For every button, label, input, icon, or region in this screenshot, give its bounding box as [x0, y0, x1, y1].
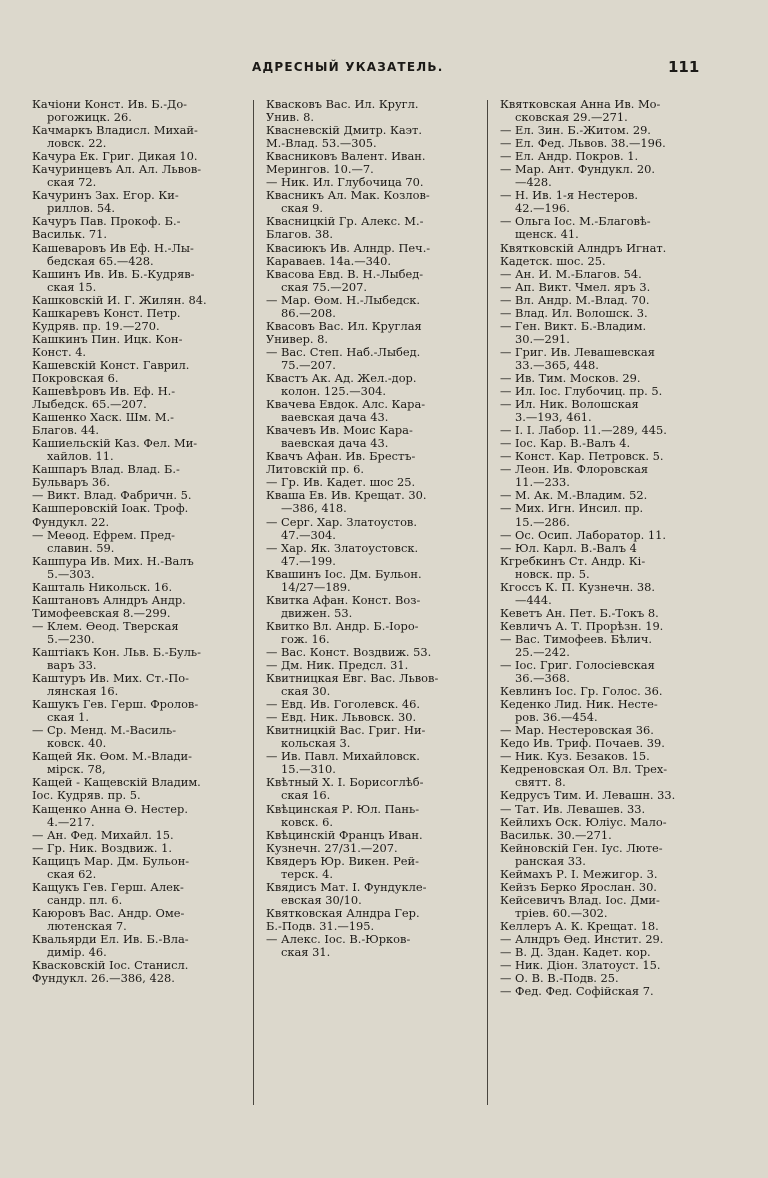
- directory-line: — Ср. Менд. М.-Василь-: [32, 724, 177, 738]
- directory-line: Квятковская Алндра Гер.: [266, 906, 420, 920]
- directory-line: сандр. пл. 6.: [47, 893, 123, 907]
- directory-line: — Ник. Діон. Златоуст. 15.: [500, 959, 661, 973]
- directory-line: Кузнечн. 27/31.—207.: [266, 841, 398, 855]
- directory-line: Качуринцевъ Ал. Ал. Львов-: [32, 163, 202, 177]
- directory-line: движен. 53.: [281, 606, 353, 620]
- directory-line: Кгребкинъ Ст. Андр. Кі-: [500, 554, 646, 568]
- directory-line: Кашпура Ив. Мих. Н.-Валъ: [32, 554, 194, 568]
- directory-line: ская 72.: [47, 176, 97, 190]
- directory-line: Б.-Подв. 31.—195.: [266, 919, 375, 933]
- directory-line: Кашпаръ Влад. Влад. Б.-: [32, 463, 180, 477]
- directory-line: —428.: [515, 176, 552, 190]
- directory-line: Мерингов. 10.—7.: [266, 163, 374, 177]
- directory-line: Качуръ Пав. Прокоф. Б.-: [32, 215, 181, 229]
- directory-line: Квачева Евдок. Алс. Кара-: [266, 398, 426, 412]
- directory-line: 3.—193, 461.: [515, 411, 592, 425]
- directory-line: 47.—304.: [281, 528, 336, 542]
- directory-line: 4.—217.: [47, 815, 95, 829]
- directory-line: Квасковъ Вас. Ил. Кругл.: [266, 98, 419, 111]
- directory-line: — Евд. Ив. Гоголевск. 46.: [266, 698, 421, 712]
- directory-line: 5.—230.: [47, 632, 95, 646]
- directory-line: Благов. 44.: [32, 424, 99, 438]
- directory-line: — Вл. Андр. М.-Влад. 70.: [500, 293, 650, 307]
- directory-line: Кашеваровъ Ив Еф. Н.-Лы-: [32, 241, 194, 255]
- directory-line: — Мар. Ѳом. Н.-Лыбедск.: [266, 293, 421, 307]
- directory-line: Квядисъ Мат. І. Фундуклe-: [266, 880, 427, 894]
- directory-line: — Алндръ Ѳед. Инстит. 29.: [500, 933, 664, 946]
- directory-line: — Вас. Тимофеев. Бѣлич.: [500, 632, 652, 646]
- directory-line: Квасницкій Гр. Алекс. М.-: [266, 215, 424, 229]
- directory-line: — Ос. Осип. Лаборатор. 11.: [500, 528, 667, 542]
- directory-line: — Юл. Карл. В.-Валъ 4: [500, 541, 637, 555]
- directory-line: Благов. 38.: [266, 228, 333, 242]
- directory-line: Кеймахъ Р. І. Межигор. 3.: [500, 867, 658, 881]
- directory-line: терск. 4.: [281, 867, 333, 881]
- directory-line: Кашукъ Гев. Герш. Фролов-: [32, 698, 199, 712]
- directory-line: — Вас. Степ. Наб.-Лыбед.: [266, 345, 421, 359]
- directory-line: — Вас. Конст. Воздвиж. 53.: [266, 645, 432, 659]
- directory-line: Квитницкая Евг. Вас. Львов-: [266, 672, 439, 686]
- directory-line: Кащей - Кащевскій Владим.: [32, 776, 201, 790]
- directory-line: ковск. 40.: [47, 737, 107, 751]
- directory-line: Кудряв. пр. 19.—270.: [32, 319, 160, 333]
- directory-line: Квятковская Анна Ив. Мо-: [500, 98, 661, 111]
- directory-line: евская 30/10.: [281, 893, 362, 907]
- directory-line: 47.—199.: [281, 554, 336, 568]
- directory-column-3: [500, 98, 715, 998]
- directory-line: колон. 125.—304.: [281, 385, 387, 399]
- directory-line: — Ел. Фед. Львов. 38.—196.: [500, 137, 666, 151]
- directory-line: — Ап. Викт. Чмел. яръ 3.: [500, 280, 651, 294]
- running-header: [0, 60, 768, 82]
- directory-line: Квасковскій Іос. Станисл.: [32, 959, 189, 973]
- directory-line: Кедреновская Ол. Вл. Трех-: [500, 763, 668, 777]
- directory-line: гож. 16.: [281, 632, 330, 646]
- directory-line: Квасова Евд. В. Н.-Лыбед-: [266, 267, 424, 281]
- directory-line: ская 15.: [47, 280, 97, 294]
- directory-line: Бульваръ 36.: [32, 476, 110, 490]
- directory-line: — Мар. Нестеровская 36.: [500, 724, 654, 738]
- directory-line: Каштіакъ Кон. Льв. Б.-Буль-: [32, 645, 201, 659]
- directory-line: лянская 16.: [47, 685, 119, 699]
- directory-line: бедская 65.—428.: [47, 254, 154, 268]
- directory-line: Фундукл. 22.: [32, 515, 110, 529]
- directory-line: — Леон. Ив. Флоровская: [500, 463, 649, 477]
- directory-line: Кашкинъ Пин. Ицк. Кон-: [32, 332, 183, 346]
- directory-line: Квачевъ Ив. Моис Кара-: [266, 424, 413, 438]
- directory-line: ковск. 6.: [281, 815, 333, 829]
- directory-line: щенск. 41.: [515, 228, 579, 242]
- directory-column-2: [266, 98, 481, 959]
- directory-line: — Мих. Игн. Инсил. пр.: [500, 502, 644, 516]
- directory-line: — Ил. Іос. Глубочиц. пр. 5.: [500, 385, 663, 399]
- directory-line: Кашталь Никольск. 16.: [32, 580, 173, 594]
- directory-line: —444.: [515, 593, 552, 607]
- directory-line: — Мар. Ант. Фундукл. 20.: [500, 163, 655, 177]
- directory-line: Кевлинъ Іос. Гр. Голос. 36.: [500, 685, 663, 699]
- directory-line: — Ан. Фед. Михайл. 15.: [32, 828, 174, 842]
- directory-line: Кеветъ Ан. Пет. Б.-Токъ 8.: [500, 606, 659, 620]
- directory-line: — Тат. Ив. Левашев. 33.: [500, 802, 646, 816]
- directory-line: — Евд. Ник. Львовск. 30.: [266, 711, 417, 725]
- directory-line: Конст. 4.: [32, 345, 87, 359]
- page-number: 111: [668, 58, 700, 76]
- directory-line: Квасниковъ Валент. Иван.: [266, 150, 426, 164]
- directory-line: Покровская 6.: [32, 371, 119, 385]
- directory-line: Квальярди Ел. Ив. Б.-Вла-: [32, 933, 189, 946]
- directory-line: ваевская дача 43.: [281, 411, 389, 425]
- directory-line: Фундукл. 26.—386, 428.: [32, 972, 175, 986]
- directory-line: Васильк. 30.—271.: [500, 828, 612, 842]
- directory-line: 15.—310.: [281, 763, 336, 777]
- directory-line: 75.—207.: [281, 358, 336, 372]
- directory-line: Кейзъ Берко Ярослан. 30.: [500, 880, 657, 894]
- directory-line: — Ив. Павл. Михайловск.: [266, 750, 420, 764]
- directory-line: риллов. 54.: [47, 202, 115, 216]
- directory-line: Качуринъ Зах. Егор. Ки-: [32, 189, 179, 203]
- directory-line: Васильк. 71.: [32, 228, 108, 242]
- directory-line: Каюровъ Вас. Андр. Оме-: [32, 906, 185, 920]
- directory-line: — Меѳод. Ефрем. Пред-: [32, 528, 176, 542]
- directory-line: кольская 3.: [281, 737, 351, 751]
- directory-line: Кашинъ Ив. Ив. Б.-Кудряв-: [32, 267, 195, 281]
- directory-line: — Іос. Григ. Голосіевская: [500, 659, 655, 673]
- directory-line: — Влад. Ил. Волошск. 3.: [500, 306, 648, 320]
- directory-line: — Іос. Кар. В.-Валъ 4.: [500, 437, 631, 451]
- directory-line: Квашинъ Іос. Дм. Бульон.: [266, 567, 422, 581]
- directory-line: Квѣцинская Р. Юл. Пань-: [266, 802, 420, 816]
- directory-line: Квитка Афан. Конст. Воз-: [266, 593, 421, 607]
- directory-line: 14/27—189.: [281, 580, 351, 594]
- directory-line: — Ген. Викт. Б.-Владим.: [500, 319, 647, 333]
- directory-line: — Ив. Тим. Москов. 29.: [500, 371, 641, 385]
- directory-line: ваевская дача 43.: [281, 437, 389, 451]
- directory-line: — В. Д. Здан. Кадет. кор.: [500, 946, 651, 960]
- directory-line: святт. 8.: [515, 776, 566, 790]
- directory-line: Качура Ек. Григ. Дикая 10.: [32, 150, 198, 164]
- directory-line: Кеденко Лид. Ник. Несте-: [500, 698, 658, 712]
- directory-line: —386, 418.: [281, 502, 347, 516]
- directory-line: Іос. Кудряв. пр. 5.: [32, 789, 141, 803]
- directory-line: варъ 33.: [47, 659, 97, 673]
- directory-line: Кевличъ А. Т. Прорѣзн. 19.: [500, 619, 664, 633]
- directory-line: — І. І. Лабор. 11.—289, 445.: [500, 424, 667, 438]
- directory-line: ская 75.—207.: [281, 280, 367, 294]
- directory-line: Караваев. 14а.—340.: [266, 254, 391, 268]
- directory-line: — Викт. Влад. Фабричн. 5.: [32, 489, 192, 503]
- directory-line: Квитко Вл. Андр. Б.-Іорo-: [266, 619, 419, 633]
- directory-line: — Фед. Фед. Софійская 7.: [500, 985, 654, 999]
- directory-line: — Гр. Ник. Воздвиж. 1.: [32, 841, 173, 855]
- directory-line: хайлов. 11.: [47, 450, 114, 464]
- directory-line: Тимофеевская 8.—299.: [32, 606, 171, 620]
- directory-line: Кедрусъ Тим. И. Левашн. 33.: [500, 789, 676, 803]
- directory-line: Кашенко Хаск. Шм. М.-: [32, 411, 174, 425]
- directory-line: — Ил. Ник. Волошская: [500, 398, 639, 412]
- directory-line: — Гр. Ив. Кадет. шос 25.: [266, 476, 416, 490]
- directory-line: Кащенко Анна Ѳ. Нестер.: [32, 802, 188, 816]
- directory-line: Кейсевичъ Влад. Іос. Дми-: [500, 893, 660, 907]
- directory-line: Кваша Ев. Ив. Крещат. 30.: [266, 489, 427, 503]
- directory-line: 15.—286.: [515, 515, 570, 529]
- directory-line: Кашевскій Конст. Гаврил.: [32, 358, 190, 372]
- directory-line: Универ. 8.: [266, 332, 328, 346]
- directory-line: — Ан. И. М.-Благов. 54.: [500, 267, 642, 281]
- directory-line: — Ольга Іос. М.-Благовѣ-: [500, 215, 651, 229]
- directory-line: — Хар. Як. Златоустовск.: [266, 541, 419, 555]
- directory-line: Каштановъ Алндръ Андр.: [32, 593, 186, 607]
- directory-line: 86.—208.: [281, 306, 336, 320]
- directory-line: — Клем. Ѳеод. Тверская: [32, 619, 179, 633]
- directory-line: Квасневскій Дмитр. Каэт.: [266, 124, 422, 138]
- directory-line: Лыбедск. 65.—207.: [32, 398, 147, 412]
- directory-line: Квитницкій Вас. Григ. Ни-: [266, 724, 426, 738]
- directory-line: — Дм. Ник. Предсл. 31.: [266, 659, 409, 673]
- directory-column-1: [32, 98, 247, 985]
- directory-line: Кашиельскій Каз. Фел. Ми-: [32, 437, 198, 451]
- directory-line: ская 16.: [281, 789, 331, 803]
- directory-line: лютенская 7.: [47, 919, 127, 933]
- directory-line: — Ник. Ил. Глубочица 70.: [266, 176, 424, 190]
- directory-line: Квятковскій Алндръ Игнат.: [500, 241, 667, 255]
- directory-line: Квасникъ Ал. Мак. Козлов-: [266, 189, 430, 203]
- directory-line: 30.—291.: [515, 332, 570, 346]
- directory-line: ская 62.: [47, 867, 97, 881]
- directory-line: Кашкаревъ Конст. Петр.: [32, 306, 181, 320]
- directory-line: Кашевѣровъ Ив. Еф. Н.-: [32, 385, 176, 399]
- directory-line: Квѣтный Х. І. Борисоглѣб-: [266, 776, 424, 790]
- directory-line: Качмаркъ Владисл. Михай-: [32, 124, 198, 138]
- directory-line: 25.—242.: [515, 645, 570, 659]
- directory-line: ловск. 22.: [47, 137, 107, 151]
- directory-line: — Ел. Зин. Б.-Житом. 29.: [500, 124, 651, 138]
- directory-line: — Серг. Хар. Златоустов.: [266, 515, 417, 529]
- directory-line: Качіони Конст. Ив. Б.-До-: [32, 98, 188, 111]
- directory-line: Квасиюкъ Ив. Алндр. Печ.-: [266, 241, 431, 255]
- directory-line: Кейновскій Ген. Іус. Люте-: [500, 841, 663, 855]
- directory-line: Литовскій пр. 6.: [266, 463, 365, 477]
- directory-line: — Ник. Куз. Безаков. 15.: [500, 750, 650, 764]
- directory-line: Кащицъ Мар. Дм. Бульон-: [32, 854, 190, 868]
- directory-line: ская 9.: [281, 202, 323, 216]
- directory-line: Кашковскій И. Г. Жилян. 84.: [32, 293, 207, 307]
- directory-line: Унив. 8.: [266, 111, 314, 125]
- directory-line: — М. Ак. М.-Владим. 52.: [500, 489, 648, 503]
- directory-line: Келлеръ А. К. Крещат. 18.: [500, 919, 659, 933]
- directory-line: Кащей Як. Ѳом. М.-Влади-: [32, 750, 192, 764]
- directory-line: Кащукъ Гев. Герш. Алек-: [32, 880, 184, 894]
- directory-line: — Н. Ив. 1-я Нестеров.: [500, 189, 638, 203]
- directory-line: Квачъ Афан. Ив. Брестъ-: [266, 450, 416, 464]
- directory-line: 42.—196.: [515, 202, 570, 216]
- directory-line: 5.—303.: [47, 567, 95, 581]
- directory-line: — Конст. Кар. Петровск. 5.: [500, 450, 664, 464]
- directory-line: сковская 29.—271.: [515, 111, 628, 125]
- directory-line: 36.—368.: [515, 672, 570, 686]
- directory-line: — Григ. Ив. Левашевская: [500, 345, 655, 359]
- directory-line: 11.—233.: [515, 476, 570, 490]
- column-divider: [487, 100, 488, 1105]
- directory-line: Каштуръ Ив. Мих. Ст.-По-: [32, 672, 189, 686]
- column-divider: [253, 100, 254, 1105]
- directory-line: тріев. 60.—302.: [515, 906, 608, 920]
- directory-line: Кадетск. шос. 25.: [500, 254, 606, 268]
- directory-line: димір. 46.: [47, 946, 107, 960]
- header-title: АДРЕСНЫЙ УКАЗАТЕЛЬ.: [252, 60, 444, 74]
- directory-line: Квастъ Ак. Ад. Жел.-дор.: [266, 371, 417, 385]
- directory-line: — Ел. Андр. Покров. 1.: [500, 150, 639, 164]
- directory-line: Квѣцинскій Францъ Иван.: [266, 828, 423, 842]
- directory-line: — Алекс. Іос. В.-Юрков-: [266, 933, 411, 946]
- directory-line: М.-Влад. 53.—305.: [266, 137, 377, 151]
- directory-line: ров. 36.—454.: [515, 711, 598, 725]
- directory-line: новск. пр. 5.: [515, 567, 590, 581]
- directory-line: Кашперовскій Іоак. Троф.: [32, 502, 189, 516]
- directory-line: Квасовъ Вас. Ил. Круглая: [266, 319, 422, 333]
- directory-line: Кедо Ив. Триф. Почаев. 39.: [500, 737, 665, 751]
- directory-line: ская 30.: [281, 685, 331, 699]
- directory-line: Кейлихъ Оск. Юліус. Мало-: [500, 815, 667, 829]
- directory-line: славин. 59.: [47, 541, 115, 555]
- directory-line: рогожицк. 26.: [47, 111, 132, 125]
- directory-line: ская 31.: [281, 946, 331, 960]
- directory-line: мірск. 78,: [47, 763, 106, 777]
- directory-line: Кгоссъ К. П. Кузнечн. 38.: [500, 580, 656, 594]
- directory-line: Квядеръ Юр. Викен. Рей-: [266, 854, 419, 868]
- directory-line: ская 1.: [47, 711, 89, 725]
- directory-line: — О. В. В.-Подв. 25.: [500, 972, 619, 986]
- directory-line: ранская 33.: [515, 854, 586, 868]
- directory-line: 33.—365, 448.: [515, 358, 599, 372]
